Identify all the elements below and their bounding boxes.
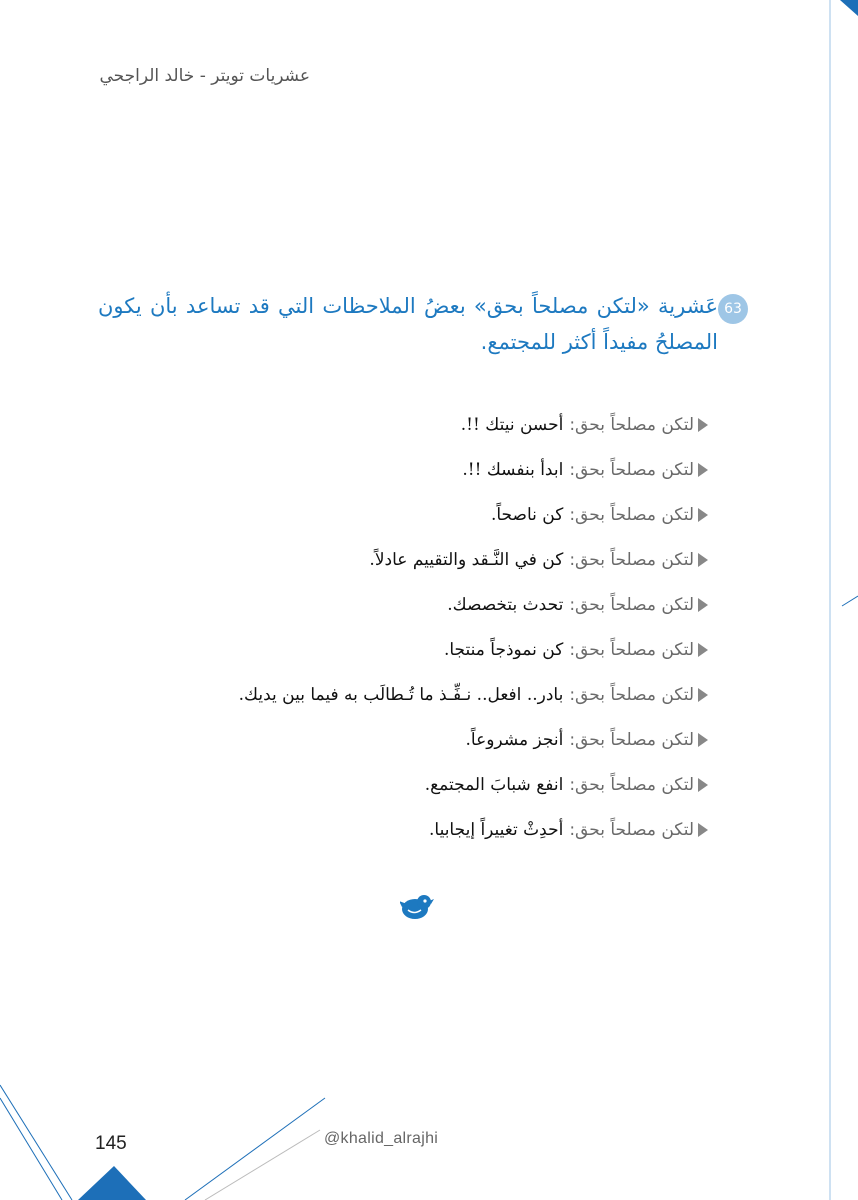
bullet-arrow-icon — [698, 823, 708, 837]
item-text: أحسن نيتك !!. — [460, 414, 564, 435]
question-text: عَشرية «لتكن مصلحاً بحق» بعضُ الملاحظات التي قد تساعد بأن يكون المصلحُ مفيداً أكثر للمجتمع. — [98, 294, 718, 354]
list-item — [188, 672, 708, 717]
list-item — [188, 537, 708, 582]
item-prefix: لتكن مصلحاً بحق: — [569, 729, 694, 750]
item-prefix: لتكن مصلحاً بحق: — [569, 639, 694, 660]
running-header: عشريات تويتر - خالد الراجحي — [99, 66, 310, 86]
bottom-diagonal-short — [205, 1130, 320, 1200]
item-prefix: لتكن مصلحاً بحق: — [569, 549, 694, 570]
list-item — [188, 762, 708, 807]
list-item — [188, 582, 708, 627]
top-right-corner-triangle — [840, 0, 858, 16]
item-prefix: لتكن مصلحاً بحق: — [569, 414, 694, 435]
list-item — [188, 402, 708, 447]
item-prefix: لتكن مصلحاً بحق: — [569, 819, 694, 840]
bullet-arrow-icon — [698, 778, 708, 792]
question-number-badge: 63 — [718, 294, 748, 324]
item-text: بادر.. افعل.. نـفِّـذ ما تُـطالَب به فيما بين يديك. — [238, 684, 564, 705]
list-item — [188, 492, 708, 537]
bullet-arrow-icon — [698, 508, 708, 522]
bullet-arrow-icon — [698, 688, 708, 702]
bottom-left-diagonal-1 — [0, 1085, 72, 1200]
item-prefix: لتكن مصلحاً بحق: — [569, 684, 694, 705]
question-block — [98, 288, 742, 360]
item-text: كن نموذجاً منتجا. — [443, 639, 564, 660]
bullet-arrow-icon — [698, 733, 708, 747]
item-prefix: لتكن مصلحاً بحق: — [569, 504, 694, 525]
item-text: ابدأ بنفسك !!. — [462, 459, 564, 480]
twitter-bird-icon — [400, 893, 434, 921]
bullet-arrow-icon — [698, 418, 708, 432]
item-text: تحدث بتخصصك. — [447, 594, 564, 615]
list-item — [188, 717, 708, 762]
list-item — [188, 807, 708, 852]
item-text: كن ناصحاً. — [490, 504, 564, 525]
item-text: كن في النَّـقد والتقييم عادلاً. — [369, 549, 564, 570]
item-prefix: لتكن مصلحاً بحق: — [569, 774, 694, 795]
bottom-triangle — [78, 1166, 146, 1200]
advice-list — [188, 402, 708, 852]
item-text: أنجز مشروعاً. — [465, 729, 564, 750]
item-text: انفع شبابَ المجتمع. — [424, 774, 564, 795]
item-text: أحدِثْ تغييراً إيجابيا. — [428, 819, 564, 840]
page-number: 145 — [95, 1133, 127, 1154]
right-edge-diagonal — [842, 596, 858, 606]
list-item — [188, 627, 708, 672]
bullet-arrow-icon — [698, 598, 708, 612]
bottom-left-diagonal-2 — [0, 1098, 62, 1200]
list-item — [188, 447, 708, 492]
item-prefix: لتكن مصلحاً بحق: — [569, 459, 694, 480]
bullet-arrow-icon — [698, 553, 708, 567]
bullet-arrow-icon — [698, 643, 708, 657]
bottom-diagonal-long — [185, 1098, 325, 1200]
bullet-arrow-icon — [698, 463, 708, 477]
item-prefix: لتكن مصلحاً بحق: — [569, 594, 694, 615]
twitter-handle: @khalid_alrajhi — [324, 1130, 439, 1147]
